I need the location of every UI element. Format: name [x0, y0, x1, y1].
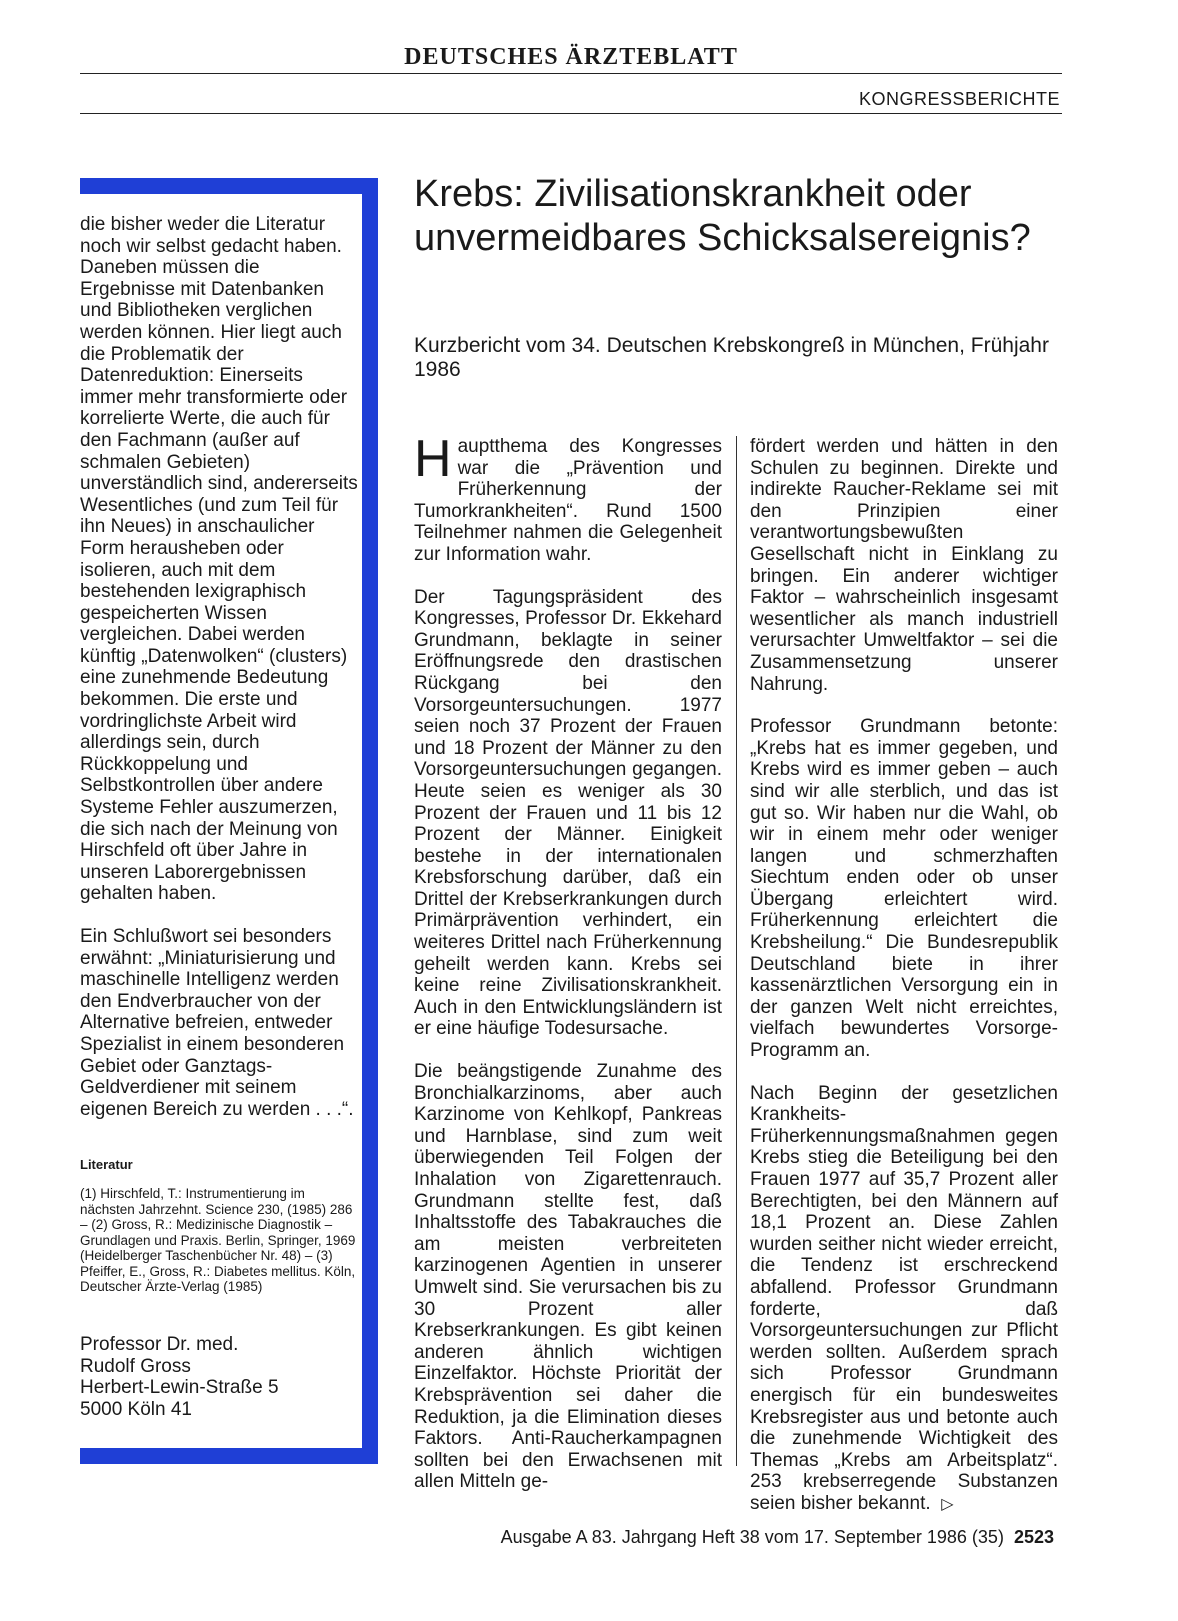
page-number: 2523 — [1013, 1527, 1054, 1547]
article-paragraph: Die beängstigende Zunahme des Bronchialkarzinoms, aber auch Karzinome von Kehlkopf, Pankreas und Harnblase, sind zum weit überwiegenden Teil Folgen der Inhalation von Zigarettenrauch. Grundmann stellte fest, daß Inhaltsstoffe des Tabakrauches die am meisten verbreiteten karzinogenen Agentien in unserer Umwelt sind. Sie verursachen bis zu 30 Prozent aller Krebserkrankungen. Es gibt keinen anderen ähnlich wichtigen Einzelfaktor. Höchste Priorität der Krebsprävention sei daher die Reduktion, ja die Elimination dieses Faktors. Anti-Raucherkampagnen sollten bei den Erwachsenen mit allen Mitteln ge- — [414, 1061, 722, 1493]
author-address — [80, 1334, 358, 1420]
blue-frame-right — [362, 178, 378, 1464]
address-line: Herbert-Lewin-Straße 5 — [80, 1377, 279, 1399]
left-column — [80, 214, 358, 1120]
drop-cap: H — [414, 430, 452, 488]
article-subtitle: Kurzbericht vom 34. Deutschen Krebskongreß in München, Frühjahr 1986 — [414, 334, 1049, 381]
address-line: Rudolf Gross — [80, 1355, 191, 1377]
left-paragraph-1: die bisher weder die Literatur noch wir selbst gedacht haben. Daneben müssen die Ergebnisse mit Datenbanken und Bibliotheken verglichen werden können. Hier liegt auch die Problematik der Datenreduktion: Einerseits immer mehr transformierte oder korrelierte Werte, die auch für den Fachmann (außer auf schmalen Gebieten) unverständlich sind, andererseits Wesentliches (und zum Teil für ihn Neues) in anschaulicher Form herausheben oder isolieren, auch mit dem bestehenden lexigraphisch gespeicherten Wissen vergleichen. Dabei werden künftig „Datenwolken“ (clusters) eine zunehmende Bedeutung bekommen. Die erste und vordringlichste Arbeit wird allerdings sein, durch Rückkoppelung und Selbstkontrollen über andere Systeme Fehler auszumerzen, die sich nach der Meinung von Hirschfeld oft über Jahre in unseren Laborergebnissen gehalten haben. — [80, 214, 358, 905]
article-title: Krebs: Zivilisationskrankheit oder unvermeidbares Schicksalsereignis? — [414, 173, 1031, 259]
address-line: Professor Dr. med. — [80, 1334, 239, 1355]
article-column-2 — [750, 436, 1058, 1516]
literature-list: (1) Hirschfeld, T.: Instrumentierung im nächsten Jahrzehnt. Science 230, (1985) 286 – (2) Gross, R.: Medizinische Diagnostik – Grundlagen und Praxis. Berlin, Springer, 1969 (Heidelberger Taschenbücher Nr. 48) – (3) Pfeiffer, E., Gross, R.: Diabetes mellitus. Köln, Deutscher Ärzte-Verlag (1985) — [80, 1186, 356, 1294]
article-paragraph: Professor Grundmann betonte: „Krebs hat es immer gegeben, und Krebs wird es immer geben – auch sind wir alle sterblich, und das ist gut so. Wir haben nur die Wahl, ob wir in einem mehr oder weniger langen und schmerzhaften Siechtum enden oder ob unser Übergang erleichtert wird. Früherkennung erleichtert die Krebsheilung.“ Die Bundesrepublik Deutschland biete in ihrer kassenärztlichen Versorgung ein in der ganzen Welt nicht erreichtes, vielfach bewundertes Vorsorge-Programm an. — [750, 716, 1058, 1062]
masthead-rule — [80, 73, 1062, 74]
masthead: DEUTSCHES ÄRZTEBLATT — [404, 44, 738, 70]
page-footer — [454, 1526, 1054, 1548]
article-column-1 — [414, 430, 722, 1493]
article-paragraph: Nach Beginn der gesetzlichen Krankheits-Früherkennungsmaßnahmen gegen Krebs stieg die Beteiligung bei den Frauen 1977 auf 35,7 Prozent aller Berechtigten, bei den Männern auf 18,1 Prozent an. Diese Zahlen wurden seither nicht wieder erreicht, die Tendenz ist erschreckend abfallend. Professor Grundmann forderte, daß Vorsorgeuntersuchungen zur Pflicht werden sollten. Außerdem sprach sich Professor Grundmann energisch für ein bundesweites Krebsregister aus und betonte auch die zunehmende Wichtigkeit des Themas „Krebs am Arbeitsplatz“. 253 krebserregende Substanzen seien bisher bekannt. ▷ — [750, 1082, 1058, 1514]
left-paragraph-2: Ein Schlußwort sei besonders erwähnt: „Miniaturisierung und maschinelle Intelligenz werden den Endverbraucher von der Alternative befreien, entweder Spezialist in einem besonderen Gebiet oder Ganztags-Geldverdiener mit seinem eigenen Bereich zu werden . . .“. — [80, 926, 354, 1120]
literature-heading: Literatur — [80, 1157, 133, 1172]
article-paragraph: fördert werden und hätten in den Schulen zu beginnen. Direkte und indirekte Raucher-Reklame sei mit den Prinzipien einer verantwortungsbewußten Gesellschaft nicht in Einklang zu bringen. Ein anderer wichtiger Faktor – wahrscheinlich insgesamt wesentlicher als manch industriell verursachter Umweltfaktor – sei die Zusammensetzung unserer Nahrung. — [750, 436, 1058, 695]
blue-frame-bottom — [80, 1448, 378, 1464]
column-divider — [736, 436, 737, 1466]
continue-arrow-icon: ▷ — [941, 1495, 954, 1513]
section-label: KONGRESSBERICHTE — [858, 89, 1060, 109]
article-paragraph: Hauptthema des Kongresses war die „Prävention und Früherkennung der Tumorkrankheiten“. Rund 1500 Teilnehmer nahmen die Gelegenheit zur Information wahr. — [414, 430, 722, 565]
issue-info: Ausgabe A 83. Jahrgang Heft 38 vom 17. September 1986 (35) — [500, 1527, 1004, 1547]
article-paragraph: Der Tagungspräsident des Kongresses, Professor Dr. Ekkehard Grundmann, beklagte in seiner Eröffnungsrede den drastischen Rückgang bei den Vorsorgeuntersuchungen. 1977 seien noch 37 Prozent der Frauen und 18 Prozent der Männer zu den Vorsorgeuntersuchungen gegangen. Heute seien es weniger als 30 Prozent der Frauen und 11 bis 12 Prozent der Männer. Einigkeit bestehe in der internationalen Krebsforschung darüber, daß ein Drittel der Krebserkrankungen durch Primärprävention verhindert, ein weiteres Drittel nach Früherkennung geheilt werden kann. Krebs sei keine reine Zivilisationskrankheit. Auch in den Entwicklungsländern ist er eine häufige Todesursache. — [414, 586, 722, 1040]
section-rule — [80, 113, 1062, 114]
address-line: 5000 Köln 41 — [80, 1398, 192, 1420]
blue-frame-top — [80, 178, 378, 194]
